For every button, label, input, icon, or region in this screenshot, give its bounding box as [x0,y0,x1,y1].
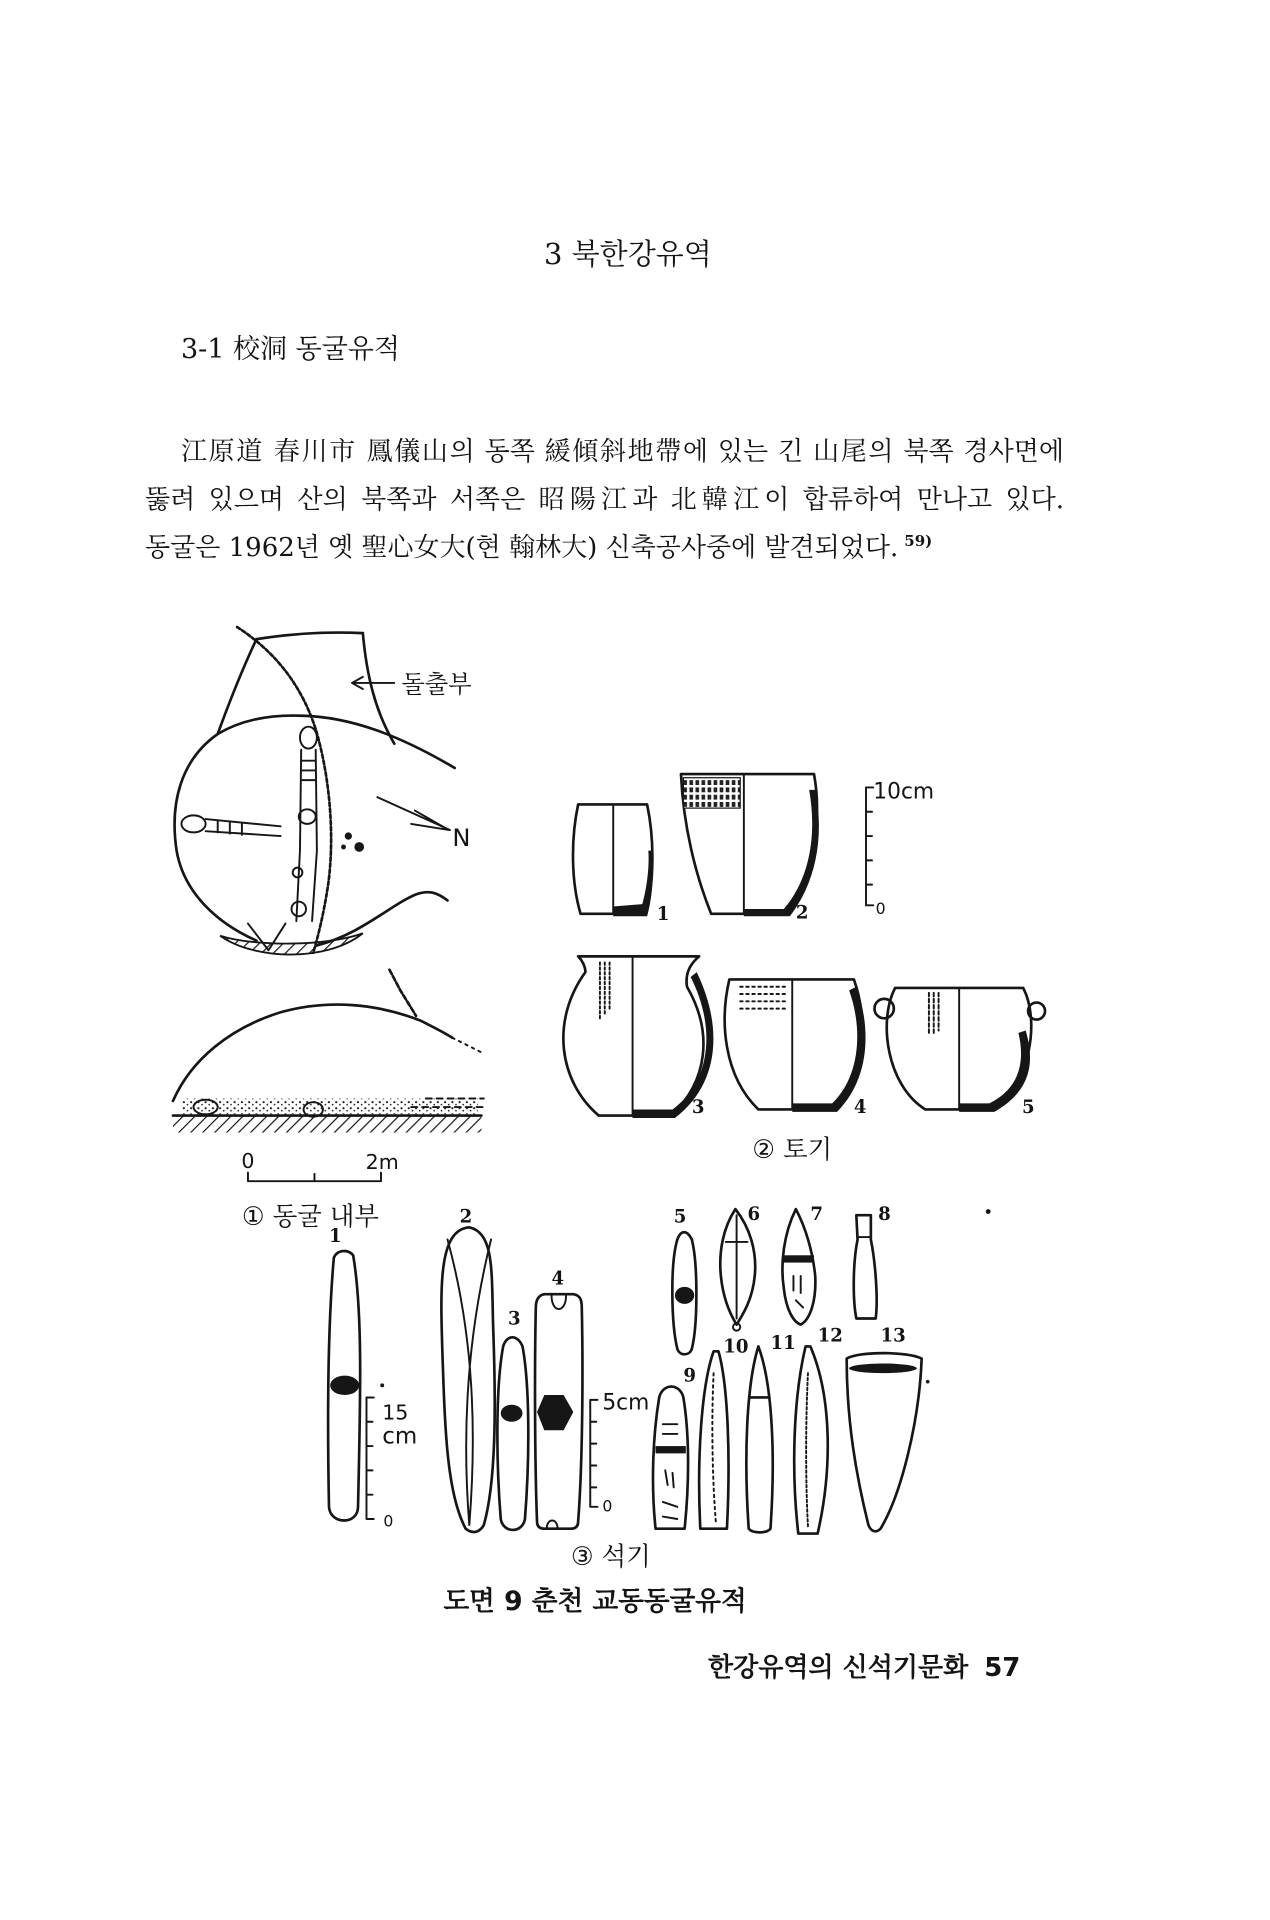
cave-bottom-right-edge [317,892,448,945]
pottery-scale-zero: 0 [875,898,886,918]
stone-tool-1 [328,1226,360,1521]
north-label: N [452,822,471,852]
bedrock-hatching [173,1116,481,1133]
tool-number: 12 [817,1325,843,1347]
pottery-drawings [563,774,1045,1118]
protrusion-section-line [389,970,416,1016]
stone-tool-13 [847,1326,922,1532]
section-title: 3 북한강유역 [544,237,712,271]
tool-marks [793,1276,803,1308]
stone-tools-caption: ③ 석기 [570,1542,651,1573]
tool-number: 9 [683,1365,697,1387]
tool-number: 8 [878,1204,891,1226]
pottery-scale-line [866,787,873,905]
scale-line [590,1400,597,1507]
tool-marks [663,1424,678,1519]
pottery-caption: ② 토기 [752,1135,833,1166]
page-footer [708,1652,1020,1685]
skeleton-bone-small [293,868,303,878]
tool-outline [782,1209,815,1324]
tool-outline [854,1215,877,1318]
vessel-4 [725,979,867,1118]
vessel-outline [725,979,863,1109]
tool-outline [720,1209,755,1324]
tool-number: 10 [723,1336,749,1358]
cave-roof-profile [173,1005,452,1101]
scale-zero: 0 [383,1511,394,1531]
skeleton-skull [300,727,317,749]
scale-bar-start: 0 [241,1148,255,1173]
scale-unit: cm [382,1423,418,1450]
vessel-section-profile [792,987,865,1112]
scale-bar-end: 2m [365,1149,399,1175]
stone-tool-6 [720,1204,760,1331]
page-number: 57 [984,1653,1021,1683]
tool-outline [794,1346,828,1533]
tool-ridge-lines [726,1215,748,1318]
skeleton-vertical [291,727,316,921]
vessel-lug-left [874,999,893,1018]
tool-outline [497,1337,528,1530]
vessel-2 [681,774,819,924]
skeleton-body [206,819,281,836]
stone-tool-scale-large [366,1383,417,1530]
stray-dot [926,1380,930,1384]
scale-dot [380,1383,384,1387]
stone-tool-2 [441,1206,494,1532]
cave-caption: ① 동굴 내부 [241,1201,379,1232]
vessel-number: 5 [1022,1097,1035,1119]
vessel-number: 3 [691,1097,705,1119]
scale-line [366,1397,373,1519]
tool-number: 2 [459,1206,473,1228]
subsection-title: 3-1 校洞 동굴유적 [181,334,400,365]
vessel-section-profile [959,1030,1030,1111]
vessel-number: 2 [795,902,809,924]
scale-label: 5cm [602,1390,650,1416]
vessel-incised-decoration [929,993,939,1036]
remain-dot [354,842,364,852]
tool-outline [746,1346,772,1532]
tool-number: 4 [551,1268,565,1290]
protrusion-label: 돌출부 [401,669,472,699]
north-arrow [377,797,450,830]
skeleton-bone-round [291,902,306,917]
tool-ridge-lines [448,1239,492,1525]
tool-cross-section [501,1405,523,1422]
vessel-3 [563,956,713,1118]
paragraph-line-3-text: 동굴은 1962년 옛 聖心女大(현 翰林大) 신축공사중에 발견되었다. [145,533,899,563]
stone-tool-5 [672,1206,696,1354]
stone-tool-3 [497,1309,528,1530]
tool-dotted-ridge [806,1373,808,1526]
scale-bar-line [248,1173,381,1182]
tool-number: 6 [747,1204,761,1226]
tool-cross-section [330,1376,359,1395]
vessel-1 [573,804,669,924]
cave-roof-dotted-extension [452,1038,481,1053]
stone-tool-9 [653,1366,696,1529]
stone-tool-8 [854,1204,891,1318]
stone-tool-10 [699,1336,748,1528]
tool-outline [847,1353,922,1531]
tool-dotted-ridge [712,1373,716,1524]
protrusion-arrow [352,677,394,689]
tool-notch-top [552,1295,567,1309]
scale-value: 15 [382,1400,409,1425]
skeleton-skull [181,815,205,832]
tool-cross-section [537,1395,573,1430]
remain-dot [341,845,346,850]
stone-tool-11 [746,1333,795,1533]
paragraph-line-1: 江原道 春川市 鳳儀山의 동쪽 緩傾斜地帶에 있는 긴 山尾의 북쪽 경사면에 [181,437,1064,467]
cave-left-edge [175,734,257,941]
pottery-scale [866,779,934,917]
scale-zero: 0 [602,1496,613,1516]
stone-tool-7 [782,1204,823,1325]
tool-number: 1 [328,1225,342,1247]
tool-number: 3 [507,1308,521,1330]
stray-dot [986,1209,991,1214]
tool-number: 7 [810,1204,824,1226]
vessel-dotted-decoration [740,987,786,1009]
vessel-number: 4 [853,1097,867,1119]
scattered-remains [341,832,364,851]
tool-number: 5 [673,1206,687,1228]
vessel-number: 1 [656,903,670,925]
tool-band [656,1446,686,1453]
cave-scale-bar [241,1149,398,1181]
cave-top-edge [218,716,455,768]
tool-number: 13 [880,1325,906,1347]
tool-band [783,1255,814,1262]
stone-tool-drawings [328,1204,991,1534]
vessel-section-profile [613,851,653,917]
stone-tool-scale-small [590,1391,649,1516]
tool-cross-section [849,1363,917,1373]
cave-plan-drawing [175,627,472,954]
vessel-section-profile [744,790,819,916]
vessel-comb-decoration [683,778,740,808]
stone-tool-12 [794,1326,843,1534]
running-title: 한강유역의 신석기문화 [708,1653,969,1683]
pottery-scale-label: 10cm [873,779,935,805]
footnote-reference: 59) [904,532,933,551]
vessel-5 [874,988,1045,1118]
tool-outline [653,1387,688,1529]
paragraph-line-2: 뚫려 있으며 산의 북쪽과 서쪽은 昭陽江과 北韓江이 합류하여 만나고 있다. [145,485,1064,515]
skeleton-body [296,750,317,921]
protrusion-top-edge [256,633,362,640]
remain-dot [345,832,352,839]
skeleton-horizontal [181,815,280,836]
figure-caption: 도면 9 춘천 교동동굴유적 [443,1586,747,1618]
stone-tool-4 [535,1268,582,1528]
tool-cross-section [675,1287,694,1304]
cave-section-drawing [173,970,484,1133]
tool-number: 11 [770,1332,796,1354]
vessel-incised-decoration [600,962,610,1020]
